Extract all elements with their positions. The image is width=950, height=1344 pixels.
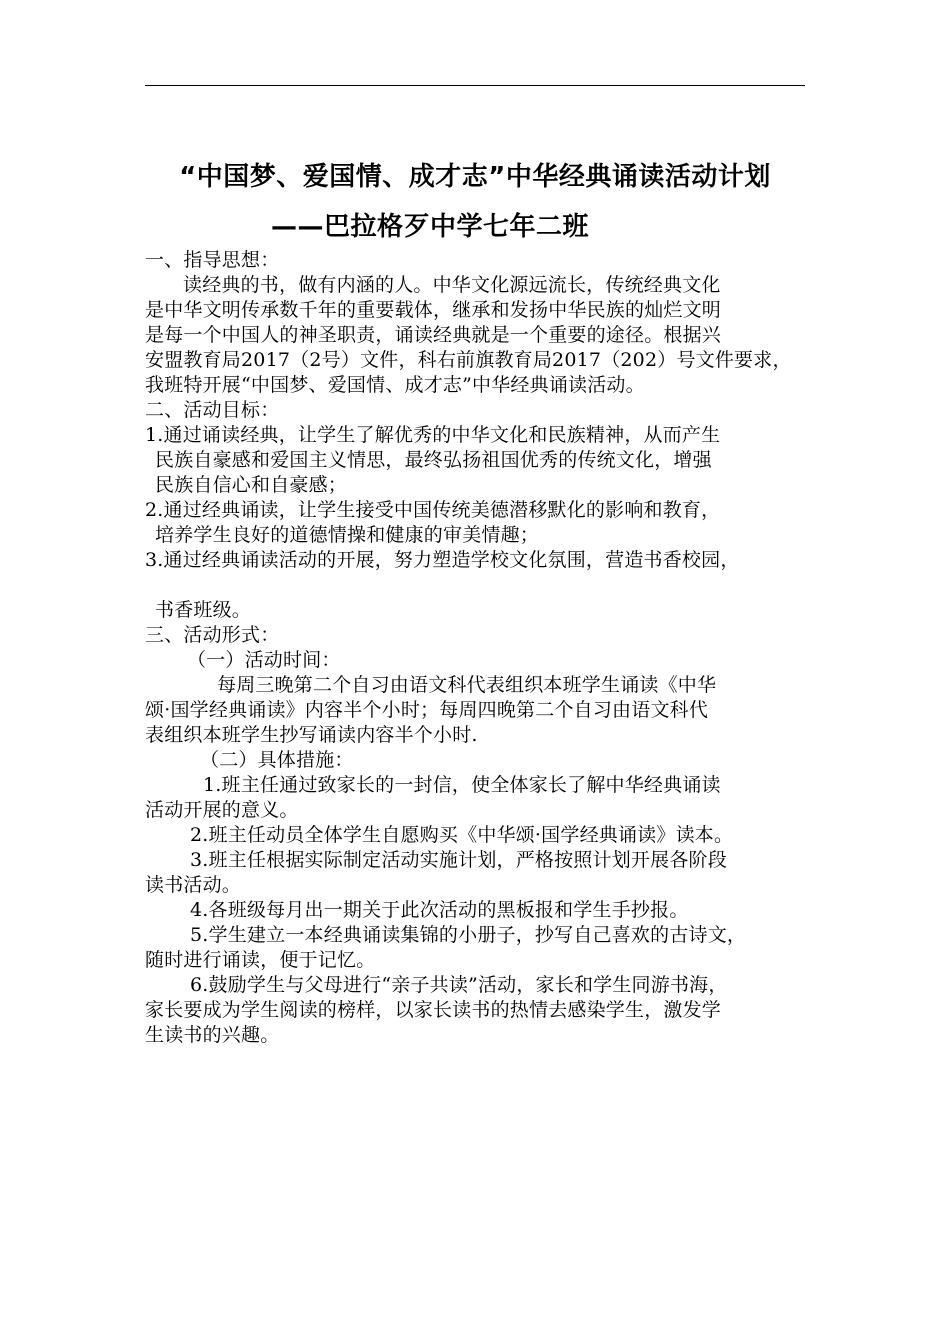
goal-line: 民族自信心和自豪感； bbox=[155, 474, 348, 496]
paragraph-line: 读经典的书，做有内涵的人。中华文化源远流长，传统经典文化 bbox=[183, 274, 721, 296]
measure-line: 生读书的兴趣。 bbox=[145, 1024, 280, 1046]
paragraph-line: 我班特开展“中国梦、爱国情、成才志”中华经典诵读活动。 bbox=[145, 374, 645, 396]
subsection-heading: （一）活动时间： bbox=[187, 649, 341, 671]
section-heading: 二、活动目标： bbox=[145, 399, 280, 421]
section-heading: 一、指导思想： bbox=[145, 249, 280, 271]
paragraph-line: 每周三晚第二个自习由语文科代表组织本班学生诵读《中华 bbox=[217, 674, 717, 696]
paragraph-line: 颂·国学经典诵读》内容半个小时；每周四晚第二个自习由语文科代 bbox=[145, 699, 709, 721]
goal-line: 2.通过经典诵读，让学生接受中国传统美德潜移默化的影响和教育， bbox=[145, 499, 721, 521]
goal-line: 3.通过经典诵读活动的开展，努力塑造学校文化氛围，营造书香校园， bbox=[145, 549, 740, 571]
header-rule bbox=[145, 85, 805, 86]
paragraph-line: 安盟教育局2017（2号）文件，科右前旗教育局2017（202）号文件要求， bbox=[145, 349, 792, 371]
document-body bbox=[145, 248, 810, 1048]
measure-line: 4.各班级每月出一期关于此次活动的黑板报和学生手抄报。 bbox=[190, 899, 689, 921]
measure-line: 随时进行诵读，便于记忆。 bbox=[145, 949, 376, 971]
paragraph-line: 是每一个中国人的神圣职责，诵读经典就是一个重要的途径。根据兴 bbox=[145, 324, 722, 346]
paragraph-line: 是中华文明传承数千年的重要载体，继承和发扬中华民族的灿烂文明 bbox=[145, 299, 722, 321]
goal-line: 民族自豪感和爱国主义情思，最终弘扬祖国优秀的传统文化，增强 bbox=[155, 449, 712, 471]
section-heading: 三、活动形式： bbox=[145, 624, 280, 646]
goal-line: 1.通过诵读经典，让学生了解优秀的中华文化和民族精神，从而产生 bbox=[145, 424, 721, 446]
measure-line: 2.班主任动员全体学生自愿购买《中华颂·国学经典诵读》读本。 bbox=[190, 824, 734, 846]
measure-line: 读书活动。 bbox=[145, 874, 242, 896]
measure-line: 活动开展的意义。 bbox=[145, 799, 299, 821]
measure-line: 5.学生建立一本经典诵读集锦的小册子，抄写自己喜欢的古诗文， bbox=[190, 924, 747, 946]
subsection-heading: （二）具体措施： bbox=[200, 749, 354, 771]
measure-line: 家长要成为学生阅读的榜样，以家长读书的热情去感染学生，激发学 bbox=[145, 999, 722, 1021]
measure-line: 6.鼓励学生与父母进行“亲子共读”活动，家长和学生同游书海， bbox=[190, 974, 728, 996]
document-title: “中国梦、爱国情、成才志”中华经典诵读活动计划 bbox=[179, 162, 771, 192]
paragraph-line: 表组织本班学生抄写诵读内容半个小时. bbox=[145, 724, 478, 746]
document-subtitle: ——巴拉格歹中学七年二班 bbox=[270, 212, 589, 242]
goal-line: 培养学生良好的道德情操和健康的审美情趣； bbox=[155, 524, 540, 546]
measure-line: 3.班主任根据实际制定活动实施计划，严格按照计划开展各阶段 bbox=[190, 849, 727, 871]
goal-line: 书香班级。 bbox=[155, 599, 252, 621]
measure-line: 1.班主任通过致家长的一封信，使全体家长了解中华经典诵读 bbox=[203, 774, 721, 796]
